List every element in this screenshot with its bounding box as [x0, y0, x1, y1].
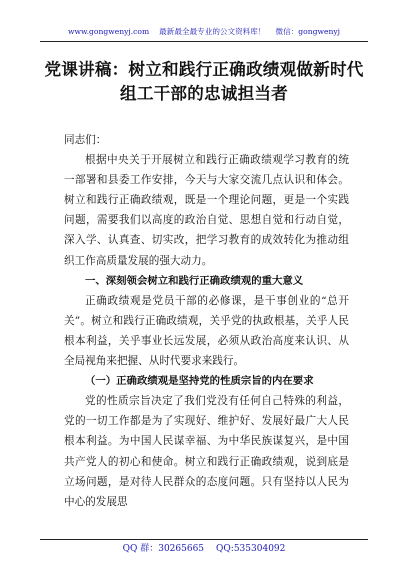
paragraph-intro: 根据中央关于开展树立和践行正确政绩观学习教育的统一部署和县委工作安排，今天与大家交流几点认识和体会。树立和践行正确政绩观，既是一个理论问题，更是一个实践问题，需要我们以高度的政治自觉、思想自觉和行动自觉，深入学、认真查、切实改，把学习教育的成效转化为推动组织工作高质量发展的强大动力。 [64, 154, 349, 267]
subsection-heading-1: （一）正确政绩观是坚持党的性质宗旨的内在要求 [85, 375, 314, 388]
greeting: 同志们： [64, 134, 107, 146]
header-divider [40, 41, 368, 42]
footer-divider [40, 539, 368, 540]
header-wechat: 微信：gongwenyj [275, 27, 340, 36]
page-footer [0, 543, 408, 555]
page-header [0, 27, 408, 37]
header-website[interactable]: www.gongwenyj.com [68, 27, 150, 36]
paragraph-party-nature: 党的性质宗旨决定了我们党没有任何自己特殊的利益，党的一切工作都是为了实现好、维护好、发展好最广大人民根本利益。为中国人民谋幸福、为中华民族谋复兴，是中国共产党人的初心和使命。树立和践行正确政绩观，说到底是立场问题，是对待人民群众的态度问题。只有坚持以人民为中心的发展思 [64, 395, 349, 508]
footer-qq-group: QQ 群：30265665 [122, 544, 205, 554]
document-body [64, 130, 349, 512]
document-title: 党课讲稿：树立和践行正确政绩观做新时代组工干部的忠诚担当者 [44, 60, 364, 103]
header-slogan: 最新最全最专业的公文资料库！ [159, 27, 266, 36]
footer-qq: QQ:535304092 [216, 544, 286, 554]
paragraph-significance: 正确政绩观是党员干部的必修课，是干事创业的“总开关”。树立和践行正确政绩观，关乎党的执政根基，关乎人民根本利益，关乎事业长远发展，必须从政治高度来认识、从全局视角来把握、从时代要求来践行。 [64, 294, 349, 368]
section-heading-1: 一、深刻领会树立和践行正确政绩观的重大意义 [85, 274, 304, 287]
